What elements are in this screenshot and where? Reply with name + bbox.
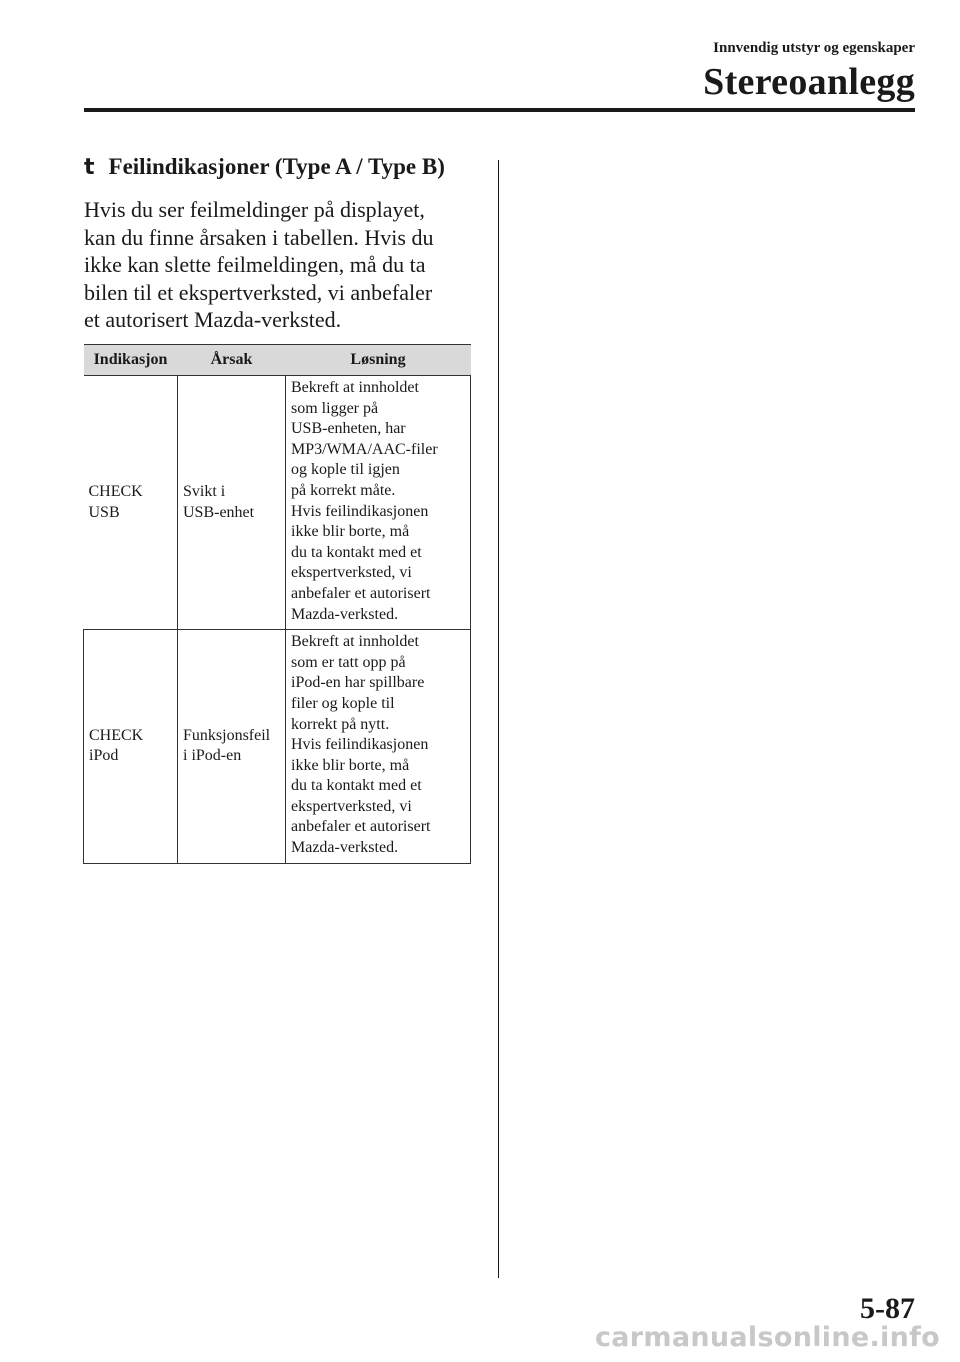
section-heading bbox=[84, 154, 494, 180]
cause-cell bbox=[178, 376, 286, 630]
cause-line: USB-enhet bbox=[183, 503, 255, 521]
header-indication: Indikasjon bbox=[84, 345, 178, 376]
indication-line: CHECK bbox=[88, 482, 143, 500]
solution-line: Bekreft at innholdet bbox=[291, 633, 419, 651]
solution-line: filer og kople til bbox=[291, 694, 395, 712]
intro-line: kan du finne årsaken i tabellen. Hvis du bbox=[84, 224, 434, 250]
error-indication-table bbox=[83, 344, 471, 864]
table-row bbox=[84, 376, 471, 630]
solution-line: Hvis feilindikasjonen bbox=[291, 736, 429, 754]
solution-line: Mazda-verksted. bbox=[291, 839, 399, 857]
solution-line: ikke blir borte, må bbox=[291, 523, 410, 541]
cause-line: Svikt i bbox=[183, 482, 226, 500]
indication-cell bbox=[84, 630, 178, 864]
solution-line: korrekt på nytt. bbox=[291, 715, 390, 733]
table-row bbox=[84, 630, 471, 864]
solution-line: ikke blir borte, må bbox=[291, 756, 410, 774]
intro-line: ikke kan slette feilmeldingen, må du ta bbox=[84, 252, 426, 277]
intro-paragraph bbox=[84, 196, 484, 334]
column-divider bbox=[498, 160, 499, 1278]
solution-line: du ta kontakt med et bbox=[291, 543, 422, 561]
intro-line: et autorisert Mazda-verksted. bbox=[84, 307, 342, 332]
solution-line: og kople til igjen bbox=[291, 461, 400, 479]
solution-line: Hvis feilindikasjonen bbox=[291, 502, 429, 520]
header-rule bbox=[84, 108, 915, 112]
solution-line: som er tatt opp på bbox=[291, 653, 406, 671]
page-number: 5-87 bbox=[860, 1292, 915, 1325]
solution-line: Mazda-verksted. bbox=[291, 605, 399, 623]
intro-line: Hvis du ser feilmeldinger på displayet, bbox=[84, 197, 425, 222]
solution-line: på korrekt måte. bbox=[291, 481, 396, 499]
solution-line: MP3/WMA/AAC-filer bbox=[291, 440, 438, 458]
indication-cell bbox=[84, 376, 178, 630]
solution-line: USB-enheten, har bbox=[291, 420, 406, 438]
indication-line: CHECK bbox=[89, 726, 144, 744]
watermark: carmanualsonline.info bbox=[594, 1322, 940, 1353]
header-cause: Årsak bbox=[178, 345, 286, 376]
cause-cell bbox=[178, 630, 286, 864]
header-solution: Løsning bbox=[286, 345, 471, 376]
solution-line: iPod-en har spillbare bbox=[291, 674, 425, 692]
solution-line: anbefaler et autorisert bbox=[291, 584, 431, 602]
solution-line: Bekreft at innholdet bbox=[291, 379, 419, 396]
indication-line: iPod bbox=[89, 747, 119, 765]
solution-line: anbefaler et autorisert bbox=[291, 818, 431, 836]
solution-line: ekspertverksted, vi bbox=[291, 797, 412, 815]
page-title: Stereoanlegg bbox=[703, 61, 915, 103]
section-bullet-icon: t bbox=[84, 155, 95, 180]
solution-line: ekspertverksted, vi bbox=[291, 564, 412, 582]
solution-line: du ta kontakt med et bbox=[291, 777, 422, 795]
solution-cell bbox=[286, 376, 471, 630]
table-header-row bbox=[84, 345, 471, 376]
solution-line: som ligger på bbox=[291, 399, 379, 417]
cause-line: i iPod-en bbox=[183, 747, 242, 765]
cause-line: Funksjonsfeil bbox=[183, 726, 271, 744]
section-heading-text: Feilindikasjoner (Type A / Type B) bbox=[108, 154, 445, 179]
chapter-title: Innvendig utstyr og egenskaper bbox=[713, 40, 915, 56]
solution-cell bbox=[286, 630, 471, 864]
intro-line: bilen til et ekspertverksted, vi anbefaler bbox=[84, 279, 433, 305]
indication-line: USB bbox=[88, 503, 120, 521]
